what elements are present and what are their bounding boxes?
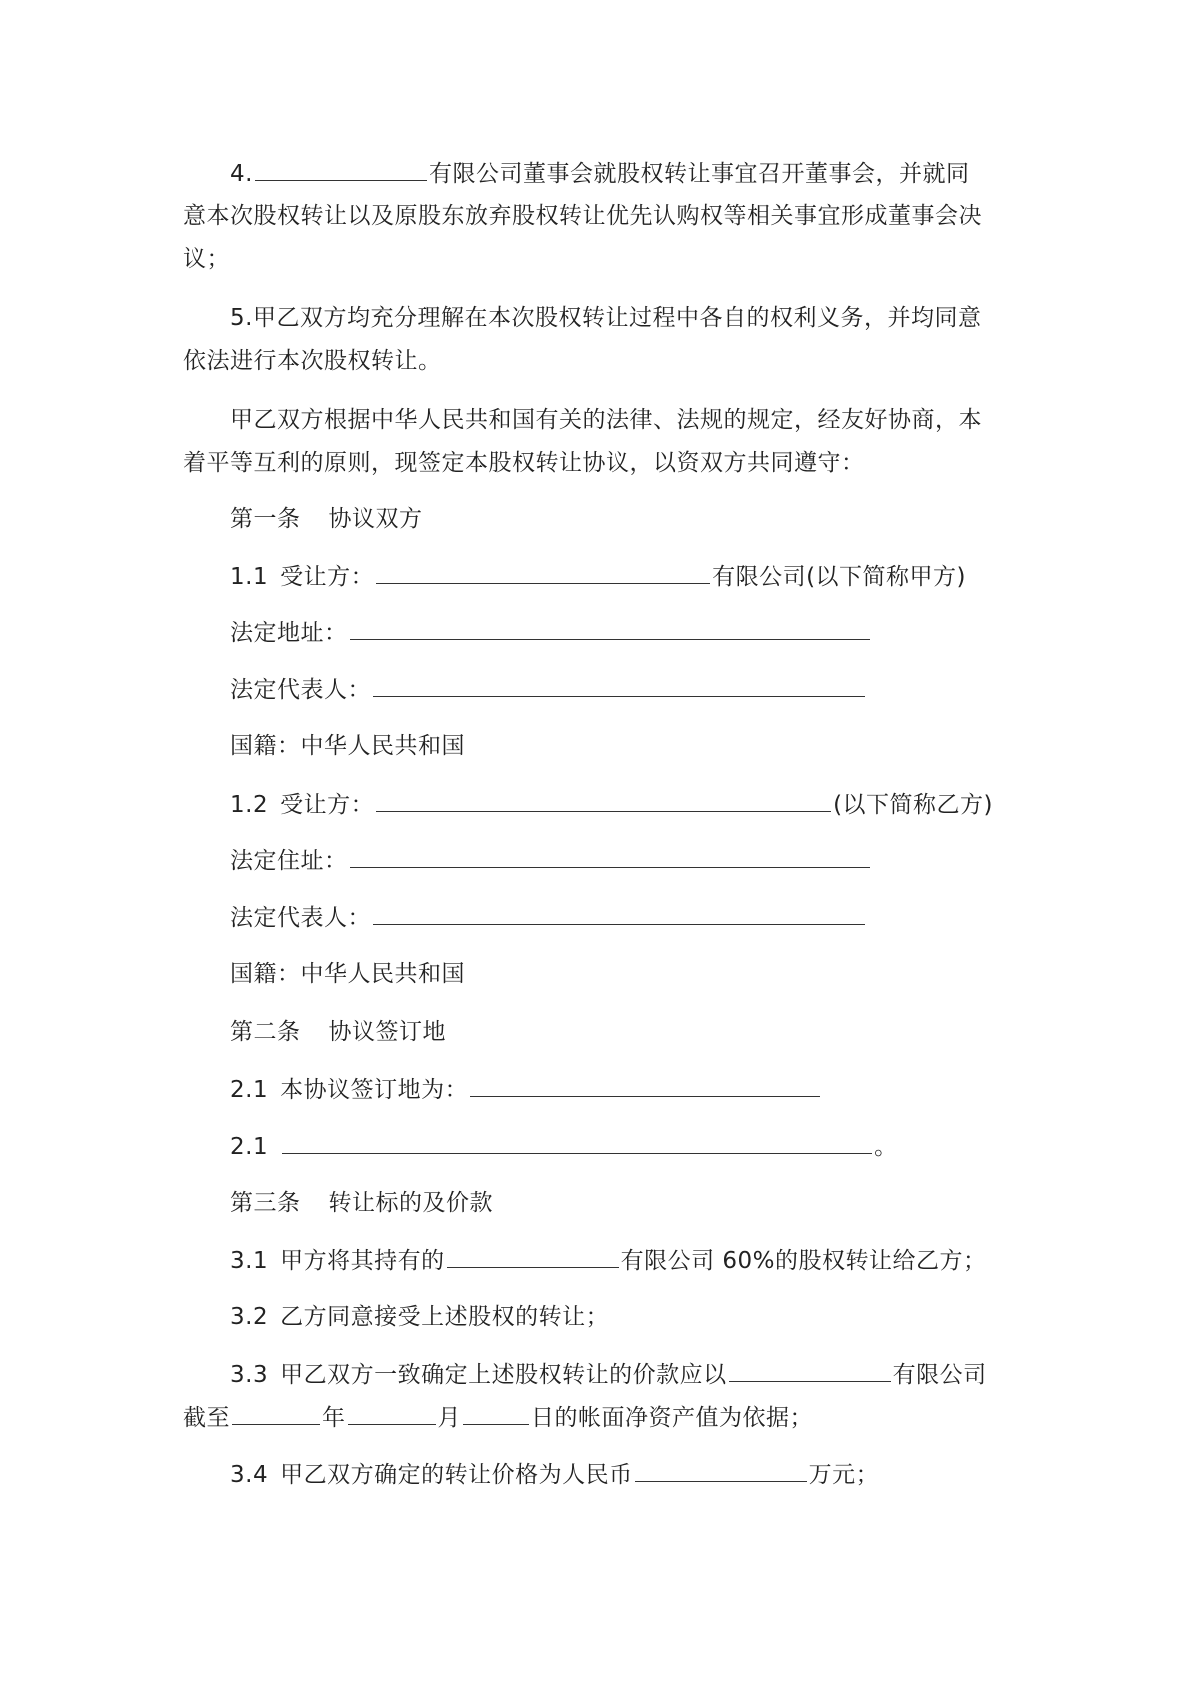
- paragraph-4-text-end: 议；: [183, 246, 230, 272]
- article-3-title: 转让标的及价款: [328, 1190, 493, 1216]
- article-3-item-4-post: 万元；: [808, 1462, 880, 1488]
- article-3-item-2-number: 3.2: [230, 1304, 269, 1330]
- party-a-label: 受让方：: [280, 564, 375, 590]
- article-2-item-2-end: 。: [874, 1134, 898, 1160]
- article-2-item-1-label: 本协议签订地为：: [280, 1077, 469, 1103]
- party-a-address-label: 法定地址：: [230, 620, 348, 646]
- article-3-item-3-number: 3.3: [230, 1362, 269, 1388]
- article-3-item-4-number: 3.4: [230, 1462, 269, 1488]
- article-3-item-3-post: 有限公司: [892, 1362, 987, 1388]
- article-3-item-2: [230, 1302, 609, 1332]
- party-b-name-blank: [376, 789, 831, 812]
- article-3-number: 第三条: [230, 1190, 301, 1216]
- article-3-item-4: [230, 1459, 879, 1490]
- paragraph-5-text: 5.甲乙双方均充分理解在本次股权转让过程中各自的权利义务，并均同意: [230, 305, 982, 331]
- paragraph-5-text-cont: 依法进行本次股权转让。: [183, 348, 442, 374]
- article-3-item-1-number: 3.1: [230, 1248, 269, 1274]
- month-blank: [348, 1402, 436, 1425]
- article-3-item-1-post: 有限公司 60%的股权转让给乙方；: [620, 1248, 987, 1274]
- article-3-item-4-pre: 甲乙双方确定的转让价格为人民币: [280, 1462, 633, 1488]
- party-b-nationality-text: 国籍：中华人民共和国: [230, 961, 465, 987]
- article-3-item-3-pre: 甲乙双方一致确定上述股权转让的价款应以: [280, 1362, 727, 1388]
- article-3-item-3-line-2: [183, 1402, 813, 1433]
- party-a-nationality: [230, 731, 465, 761]
- party-a-address-blank: [350, 617, 870, 640]
- paragraph-5-line-1: [230, 303, 981, 333]
- article-2-item-2-blank: [282, 1131, 872, 1154]
- article-3-item-2-text: 乙方同意接受上述股权的转让；: [280, 1304, 610, 1330]
- paragraph-5-line-2: [183, 346, 442, 376]
- signing-place-blank: [470, 1074, 820, 1097]
- article-2-heading: [230, 1017, 446, 1047]
- party-a-rep-line: [230, 674, 867, 705]
- article-1-title: 协议双方: [328, 506, 423, 532]
- party-b-nationality: [230, 959, 465, 989]
- article-2-number: 第二条: [230, 1019, 301, 1045]
- paragraph-4-text-cont: 意本次股权转让以及原股东放弃股权转让优先认购权等相关事宜形成董事会决: [183, 203, 982, 229]
- day-blank: [463, 1402, 529, 1425]
- paragraph-4-line-3: [183, 244, 230, 274]
- day-post-text: 日的帐面净资产值为依据；: [531, 1405, 813, 1431]
- party-b-suffix: (以下简称乙方): [833, 792, 994, 818]
- article-2-item-1: [230, 1074, 822, 1105]
- article-3-item-3-cutoff-label: 截至: [183, 1405, 230, 1431]
- party-a-nationality-text: 国籍：中华人民共和国: [230, 733, 465, 759]
- price-amount-blank: [635, 1459, 807, 1482]
- party-b-number: 1.2: [230, 792, 269, 818]
- valuation-company-blank: [729, 1359, 891, 1382]
- party-a-rep-label: 法定代表人：: [230, 677, 371, 703]
- transfer-company-blank: [447, 1245, 619, 1268]
- article-3-item-1: [230, 1245, 987, 1276]
- party-b-rep-label: 法定代表人：: [230, 905, 371, 931]
- party-a-name-blank: [376, 561, 710, 584]
- article-1-heading: [230, 504, 423, 534]
- paragraph-4-line-1: [230, 158, 969, 189]
- year-blank: [232, 1402, 320, 1425]
- party-a-number: 1.1: [230, 564, 269, 590]
- preamble-line-2: [183, 448, 865, 478]
- article-3-item-1-pre: 甲方将其持有的: [280, 1248, 445, 1274]
- party-a-address-line: [230, 617, 872, 648]
- month-label: 月: [437, 1405, 461, 1431]
- article-3-heading: [230, 1188, 493, 1218]
- article-2-title: 协议签订地: [328, 1019, 446, 1045]
- paragraph-4-line-2: [183, 201, 982, 231]
- article-2-item-1-number: 2.1: [230, 1077, 269, 1103]
- party-b-rep-blank: [373, 902, 865, 925]
- preamble-text: 甲乙双方根据中华人民共和国有关的法律、法规的规定，经友好协商，本: [230, 407, 982, 433]
- party-b-address-blank: [350, 845, 870, 868]
- preamble-line-1: [230, 405, 982, 435]
- party-b-rep-line: [230, 902, 867, 933]
- paragraph-4-text: 有限公司董事会就股权转让事宜召开董事会，并就同: [428, 161, 970, 187]
- article-2-item-2-number: 2.1: [230, 1134, 269, 1160]
- party-b-address-label: 法定住址：: [230, 848, 348, 874]
- article-3-item-3-line-1: [230, 1359, 987, 1390]
- party-a-rep-blank: [373, 674, 865, 697]
- party-b-address-line: [230, 845, 872, 876]
- article-2-item-2: [230, 1131, 898, 1162]
- paragraph-4-number: 4.: [230, 161, 253, 187]
- party-a-line: [230, 561, 966, 592]
- party-a-suffix: 有限公司(以下简称甲方): [712, 564, 967, 590]
- article-1-number: 第一条: [230, 506, 301, 532]
- company-name-blank: [255, 158, 427, 181]
- year-label: 年: [322, 1405, 346, 1431]
- preamble-text-cont: 着平等互利的原则，现签定本股权转让协议，以资双方共同遵守：: [183, 450, 865, 476]
- party-b-label: 受让方：: [280, 792, 375, 818]
- party-b-line: [230, 789, 993, 820]
